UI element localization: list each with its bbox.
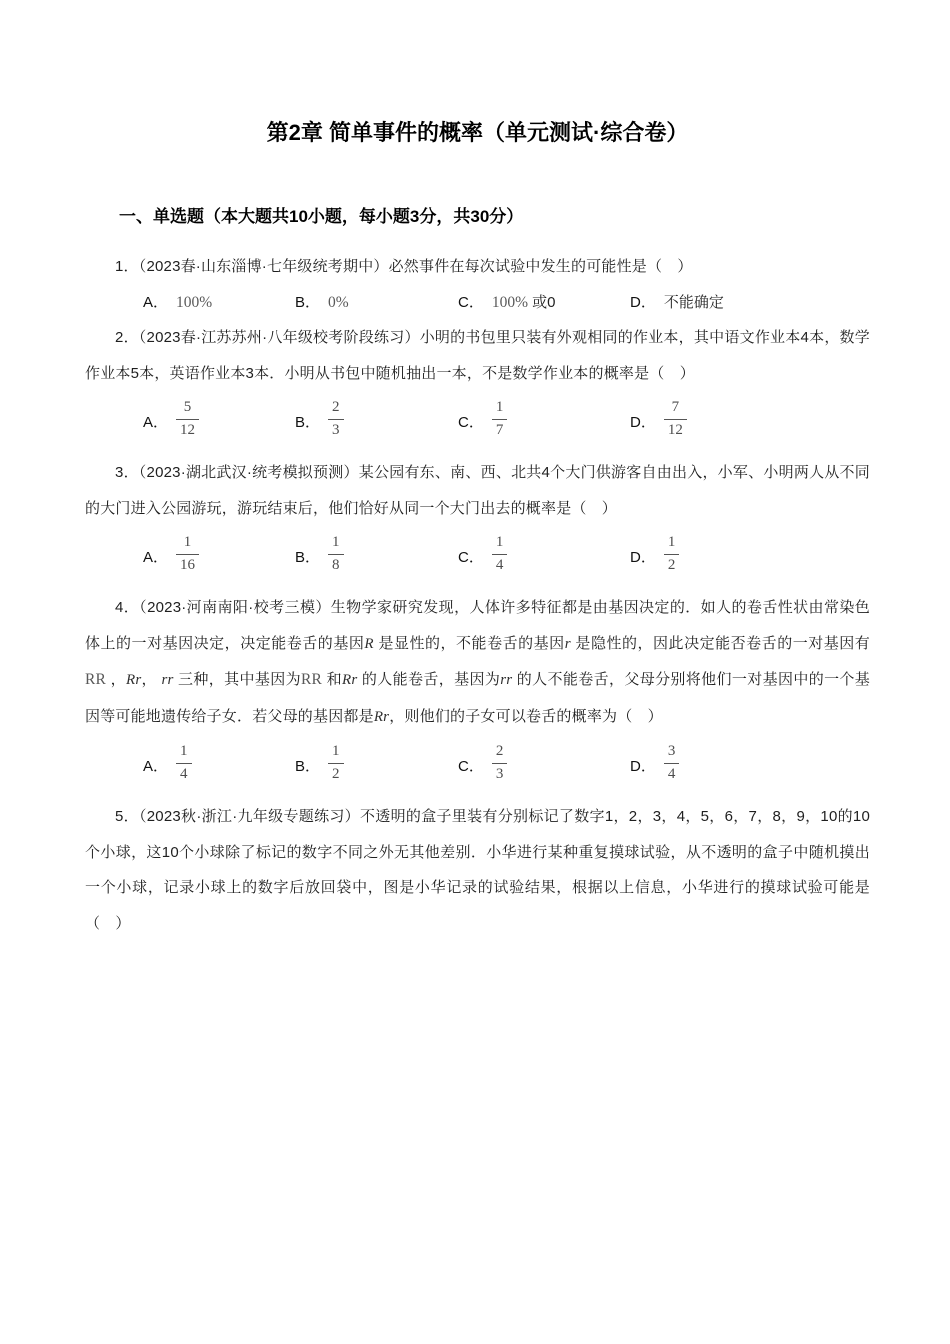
fraction-numerator: 1 <box>492 534 508 554</box>
fraction-numerator: 5 <box>176 399 199 419</box>
math-run: rr <box>161 672 174 688</box>
option-b <box>295 285 458 321</box>
option-content <box>664 401 687 441</box>
option-c <box>458 745 630 785</box>
fraction-denominator: 2 <box>332 765 340 782</box>
option-content <box>176 536 199 576</box>
option-content <box>492 745 508 785</box>
math-run: Rr <box>373 708 390 725</box>
option-letter: D． <box>630 413 656 431</box>
fraction-denominator: 4 <box>180 765 188 782</box>
option-content <box>176 285 212 321</box>
option-d <box>630 285 724 321</box>
option-letter: B． <box>295 293 321 311</box>
fraction-numerator: 3 <box>664 743 680 763</box>
option-d <box>630 401 687 441</box>
fraction-numerator: 7 <box>664 399 687 419</box>
question-stem <box>85 320 870 391</box>
option-a <box>143 401 295 441</box>
text-run: 1．（2023春·山东淄博·七年级统考期中）必然事件在每次试验中发生的可能性是（ ） <box>115 258 693 275</box>
fraction <box>328 743 344 783</box>
text-run: 5．（2023秋·浙江·九年级专题练习）不透明的盒子里装有分别标记了数字1，2，3，4，5，6，7，8，9，10的10个小球，这10个小球除了标记的数字不同之外无其他差别．小华进行某种重复摸球试验，从不透明的盒子中随机摸出一个小球，记录小球上的数字后放回袋中，图是小华记录的试验结果，根据以上信息，小华进行的摸球试验可能是（ ） <box>85 808 870 932</box>
math-run: r <box>564 635 571 652</box>
text-run: 是隐性的，因此决定能否卷舌的一对基因有 <box>570 634 870 652</box>
math-run: 0% <box>328 293 349 311</box>
text-run: 的人能卷舌，基因为 <box>357 671 501 688</box>
option-c <box>458 536 630 576</box>
option-content <box>176 745 192 785</box>
option-letter: A． <box>143 548 169 566</box>
fraction <box>176 534 199 574</box>
option-letter: C． <box>458 757 484 775</box>
fraction <box>664 534 680 574</box>
option-a <box>143 536 295 576</box>
option-content <box>328 401 344 441</box>
math-run: R <box>364 635 374 652</box>
math-run: 100% <box>176 293 213 311</box>
fraction <box>664 743 680 783</box>
option-c <box>458 401 630 441</box>
option-letter: B． <box>295 413 321 431</box>
math-run: Rr <box>125 672 142 688</box>
option-content <box>664 536 680 576</box>
fraction-numerator: 2 <box>328 399 344 419</box>
text-run: 3．（2023·湖北武汉·统考模拟预测）某公园有东、南、西、北共4个大门供游客自由出入，小军、小明两人从不同的大门进入公园游玩，游玩结束后，他们恰好从同一个大门出去的概率是（ ） <box>85 464 870 517</box>
option-letter: A． <box>143 757 169 775</box>
option-a <box>143 745 295 785</box>
options-row <box>85 285 870 321</box>
page-content <box>85 0 870 941</box>
text-run: 或0 <box>528 293 556 311</box>
fraction <box>664 399 687 439</box>
question-stem <box>85 799 870 941</box>
option-letter: D． <box>630 757 656 775</box>
option-letter: A． <box>143 293 169 311</box>
fraction-denominator: 8 <box>332 556 340 573</box>
fraction-numerator: 1 <box>492 399 508 419</box>
question-2 <box>85 320 870 445</box>
question-stem <box>85 590 870 735</box>
option-letter: C． <box>458 548 484 566</box>
fraction-denominator: 12 <box>667 421 683 438</box>
question-stem <box>85 249 870 285</box>
fraction-denominator: 3 <box>495 765 504 782</box>
fraction <box>176 399 199 439</box>
fraction <box>492 534 508 574</box>
fraction <box>492 399 508 439</box>
math-run: 100% <box>491 293 529 311</box>
option-b <box>295 401 458 441</box>
text-run: ， <box>141 671 162 688</box>
option-content <box>664 745 680 785</box>
option-content <box>328 285 349 321</box>
fraction-denominator: 4 <box>667 765 676 782</box>
fraction-denominator: 12 <box>180 421 196 438</box>
fraction-denominator: 16 <box>180 556 196 573</box>
text-run: 4．（2023·河南南阳·校考三模）生物学家研究发现，人体许多特征都是由基因决定的．如人的卷舌性状由常染色体上的一对基因决定，决定能卷舌的基因 <box>85 599 870 652</box>
options-row <box>85 397 870 445</box>
fraction-numerator: 1 <box>328 743 344 763</box>
option-letter: B． <box>295 757 321 775</box>
math-run: rr <box>500 672 513 688</box>
text-run: 不能确定 <box>663 293 724 311</box>
options-row <box>85 532 870 580</box>
fraction <box>176 743 192 783</box>
option-content <box>328 536 344 576</box>
text-run: 三种，其中基因为 <box>173 671 301 688</box>
fraction <box>328 534 344 574</box>
option-content <box>492 536 508 576</box>
option-content <box>492 285 556 321</box>
text-run: 2．（2023春·江苏苏州·八年级校考阶段练习）小明的书包里只装有外观相同的作业本，其中语文作业本4本，数学作业本5本，英语作业本3本．小明从书包中随机抽出一本，不是数学作业本的概率是（ ） <box>85 329 870 382</box>
option-letter: D． <box>630 548 656 566</box>
option-d <box>630 745 679 785</box>
option-content <box>176 401 199 441</box>
fraction <box>492 743 508 783</box>
option-letter: C． <box>458 413 484 431</box>
option-letter: C． <box>458 293 484 311</box>
options-row <box>85 741 870 789</box>
math-run: RR <box>85 671 107 688</box>
question-4 <box>85 590 870 789</box>
fraction-numerator: 2 <box>492 743 508 763</box>
fraction-numerator: 1 <box>176 534 199 554</box>
fraction-denominator: 2 <box>667 556 676 573</box>
option-letter: A． <box>143 413 169 431</box>
fraction-denominator: 3 <box>332 421 340 438</box>
question-3 <box>85 455 870 580</box>
question-5 <box>85 799 870 941</box>
section-heading: 一、单选题（本大题共10小题，每小题3分，共30分） <box>119 207 524 226</box>
math-run: RR <box>300 671 323 688</box>
text-run: 是显性的，不能卷舌的基因 <box>373 634 565 652</box>
option-letter: D． <box>630 293 656 311</box>
option-c <box>458 285 630 321</box>
text-run: ，则他们的子女可以卷舌的概率为（ ） <box>389 707 663 725</box>
option-content <box>328 745 344 785</box>
option-b <box>295 745 458 785</box>
text-run: 的人不能卷舌，父母分别将他们一对基因中的一个基因等可能地遗传给子女．若父母的基因都是 <box>85 671 870 725</box>
math-run: Rr <box>341 672 358 688</box>
question-1 <box>85 249 870 320</box>
option-a <box>143 285 295 321</box>
option-b <box>295 536 458 576</box>
option-content <box>664 285 724 321</box>
page-title: 第2章 简单事件的概率（单元测试·综合卷） <box>266 120 689 145</box>
option-letter: B． <box>295 548 321 566</box>
fraction <box>328 399 344 439</box>
text-run: 和 <box>322 671 342 688</box>
fraction-denominator: 4 <box>495 556 504 573</box>
text-run: ， <box>106 671 126 688</box>
option-content <box>492 401 508 441</box>
fraction-numerator: 1 <box>328 534 344 554</box>
option-d <box>630 536 679 576</box>
fraction-numerator: 1 <box>664 534 680 554</box>
question-stem <box>85 455 870 526</box>
fraction-denominator: 7 <box>495 421 504 438</box>
fraction-numerator: 1 <box>176 743 192 763</box>
